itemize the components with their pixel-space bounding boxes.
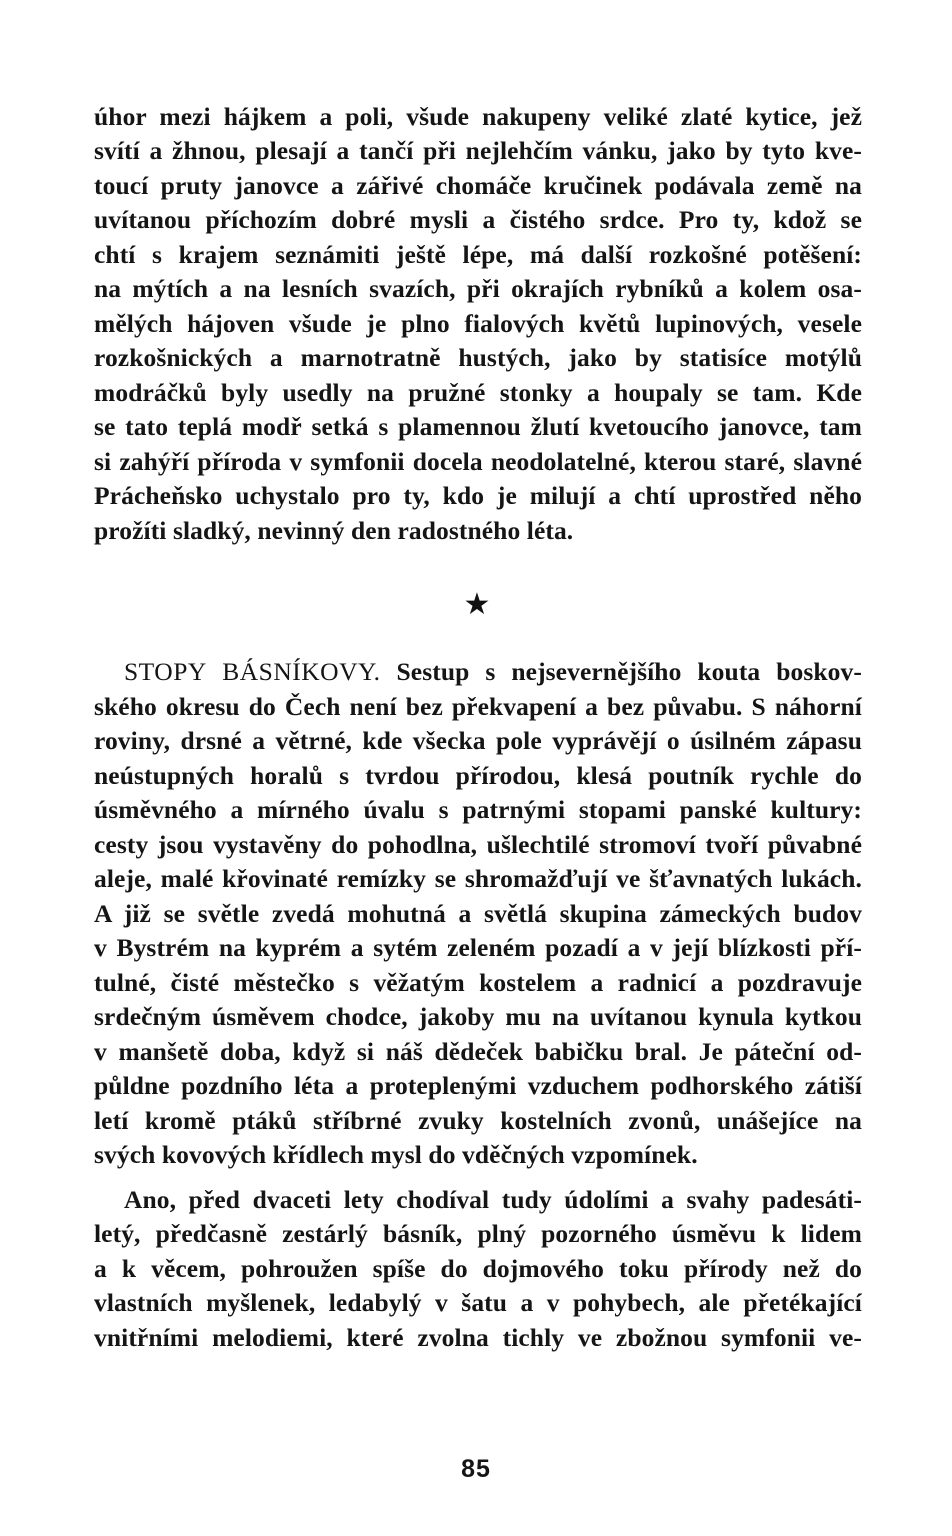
text-line: si zahýří příroda v symfonii docela neodolatelné, kterou staré, slavné (94, 447, 862, 476)
text-line: svých kovových křídlech mysl do vděčných vzpomínek. (94, 1140, 698, 1169)
page-number: 85 (461, 1455, 491, 1483)
text-line: letí kromě ptáků stříbrné zvuky kostelních zvonů, unášejíce na (94, 1106, 862, 1135)
section-heading: STOPY BÁSNÍKOVY. (124, 657, 381, 686)
text-line: roviny, drsné a větrné, kde všecka pole vyprávějí o úsilném zápasu (94, 726, 862, 755)
text-line: prožíti sladký, nevinný den radostného léta. (94, 516, 574, 545)
text-line: v Bystrém na kyprém a sytém zeleném pozadí a v její blízkosti pří- (94, 933, 862, 962)
text-line: půldne pozdního léta a proteplenými vzduchem podhorského zátiší (94, 1071, 862, 1100)
text-line: úhor mezi hájkem a poli, všude nakupeny veliké zlaté kytice, jež (94, 102, 862, 131)
text-line: srdečným úsměvem chodce, jakoby mu na uvítanou kynula kytkou (94, 1002, 862, 1031)
text-line: v manšetě doba, když si náš dědeček babičku bral. Je páteční od- (94, 1037, 862, 1066)
text-line: a k věcem, pohroužen spíše do dojmového toku přírody než do (94, 1254, 862, 1283)
text-line: Prácheňsko uchystalo pro ty, kdo je milují a chtí uprostřed něho (94, 481, 862, 510)
text-line: ského okresu do Čech není bez překvapení a bez půvabu. S náhorní (94, 692, 862, 721)
text-line: letý, předčasně zestárlý básník, plný pozorného úsměvu k lidem (94, 1219, 862, 1248)
text-line: rozkošnických a marnotratně hustých, jako by statisíce motýlů (94, 343, 862, 372)
text-line: svítí a žhnou, plesají a tančí při nejlehčím vánku, jako by tyto kve- (94, 136, 862, 165)
text-line: modráčků byly usedly na pružné stonky a houpaly se tam. Kde (94, 378, 862, 407)
text-line: cesty jsou vystavěny do pohodlna, ušlechtilé stromoví tvoří půvabné (94, 830, 862, 859)
text-line: vlastních myšlenek, ledabylý v šatu a v pohybech, ale přetékající (94, 1288, 862, 1317)
text-line: aleje, malé křovinaté remízky se shromažďují ve šťavnatých lukách. (94, 864, 862, 893)
text-line: mělých hájoven všude je plno fialových květů lupinových, vesele (94, 309, 862, 338)
text-line: na mýtích a na lesních svazích, při okrajích rybníků a kolem osa- (94, 274, 862, 303)
text-line: chtí s krajem seznámiti ještě lépe, má další rozkošné potěšení: (94, 240, 862, 269)
text-line: neústupných horalů s tvrdou přírodou, klesá poutník rychle do (94, 761, 862, 790)
text-line: vnitřními melodiemi, které zvolna tichly ve zbožnou symfonii ve- (94, 1323, 862, 1352)
text-line: toucí pruty janovce a zářivé chomáče kručinek podávala země na (94, 171, 862, 200)
text-line: uvítanou příchozím dobré mysli a čistého srdce. Pro ty, kdož se (94, 205, 862, 234)
star-separator-icon: ★ (463, 587, 491, 622)
text-span: Sestup s nejsevernějšího kouta boskov- (396, 657, 862, 686)
section-first-line (124, 655, 862, 689)
text-line: Ano, před dvaceti lety chodíval tudy údolími a svahy padesáti- (124, 1185, 862, 1214)
text-line: A již se světle zvedá mohutná a světlá skupina zámeckých budov (94, 899, 862, 928)
text-line: tulné, čisté městečko s věžatým kostelem a radnicí a pozdravuje (94, 968, 862, 997)
text-line: úsměvného a mírného úvalu s patrnými stopami panské kultury: (94, 795, 862, 824)
text-line: se tato teplá modř setká s plamennou žlutí kvetoucího janovce, tam (94, 412, 862, 441)
